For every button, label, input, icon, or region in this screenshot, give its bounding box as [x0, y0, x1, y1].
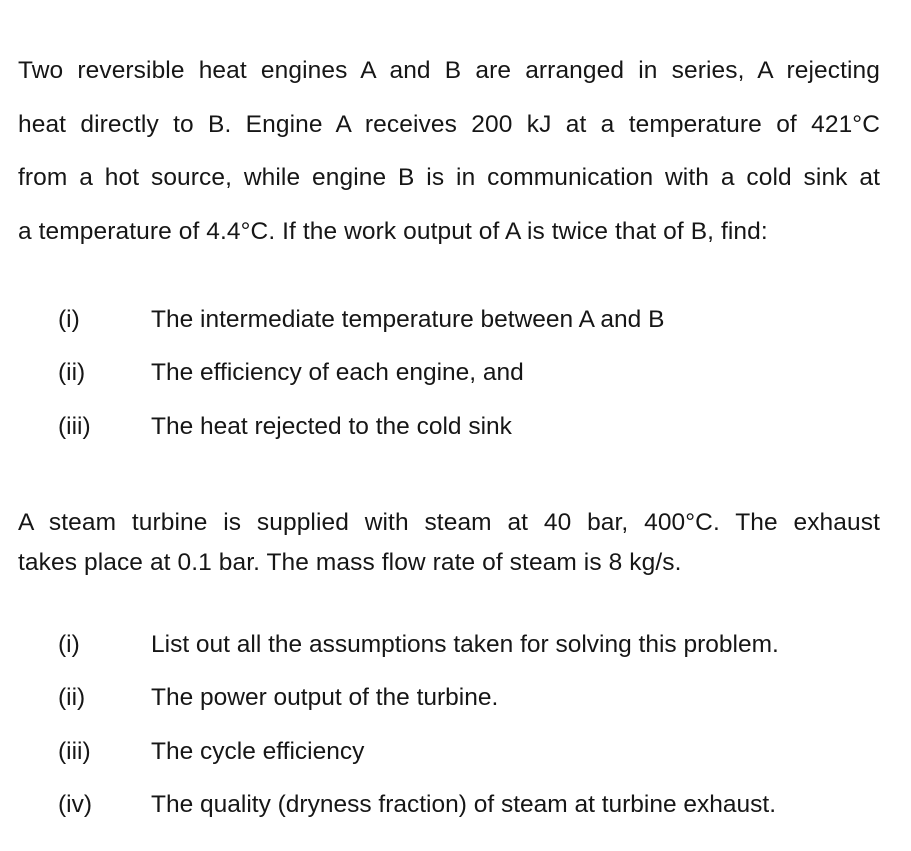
item-text: The power output of the turbine. [151, 684, 499, 712]
problem1-line: Two reversible heat engines A and B are arranged in series, A rejecting [18, 57, 880, 84]
item-number: (iii) [58, 412, 91, 440]
list-item [58, 400, 898, 454]
problem1-line: heat directly to B. Engine A receives 200 kJ at a temperature of 421°C [18, 110, 880, 138]
problem1-line: from a hot source, while engine B is in communication with a cold sink at [18, 164, 880, 191]
item-number: (i) [58, 630, 80, 658]
problem2-line: takes place at 0.1 bar. The mass flow rate of steam is 8 kg/s. [18, 549, 682, 576]
item-text: The intermediate temperature between A and B [151, 305, 665, 333]
list-item [58, 779, 898, 833]
item-number: (i) [58, 305, 80, 333]
item-text: The efficiency of each engine, and [151, 359, 524, 387]
problem1-statement [18, 44, 880, 258]
list-item [58, 347, 898, 401]
item-text: The quality (dryness fraction) of steam at turbine exhaust. [151, 791, 777, 819]
list-item [58, 725, 898, 779]
item-text: List out all the assumptions taken for solving this problem. [151, 630, 779, 658]
problem2-statement [18, 503, 880, 583]
item-number: (ii) [58, 359, 86, 387]
item-number: (iv) [58, 791, 93, 819]
item-text: The cycle efficiency [151, 737, 365, 765]
problem2-line: A steam turbine is supplied with steam at 40 bar, 400°C. The exhaust [18, 509, 880, 536]
problem2-questions [58, 618, 898, 832]
item-text: The heat rejected to the cold sink [151, 412, 512, 440]
item-number: (iii) [58, 737, 91, 765]
item-number: (ii) [58, 684, 86, 712]
problem1-line: a temperature of 4.4°C. If the work output of A is twice that of B, find: [18, 217, 768, 245]
problem1-questions [58, 293, 898, 454]
list-item [58, 672, 898, 726]
list-item [58, 618, 898, 672]
list-item [58, 293, 898, 347]
